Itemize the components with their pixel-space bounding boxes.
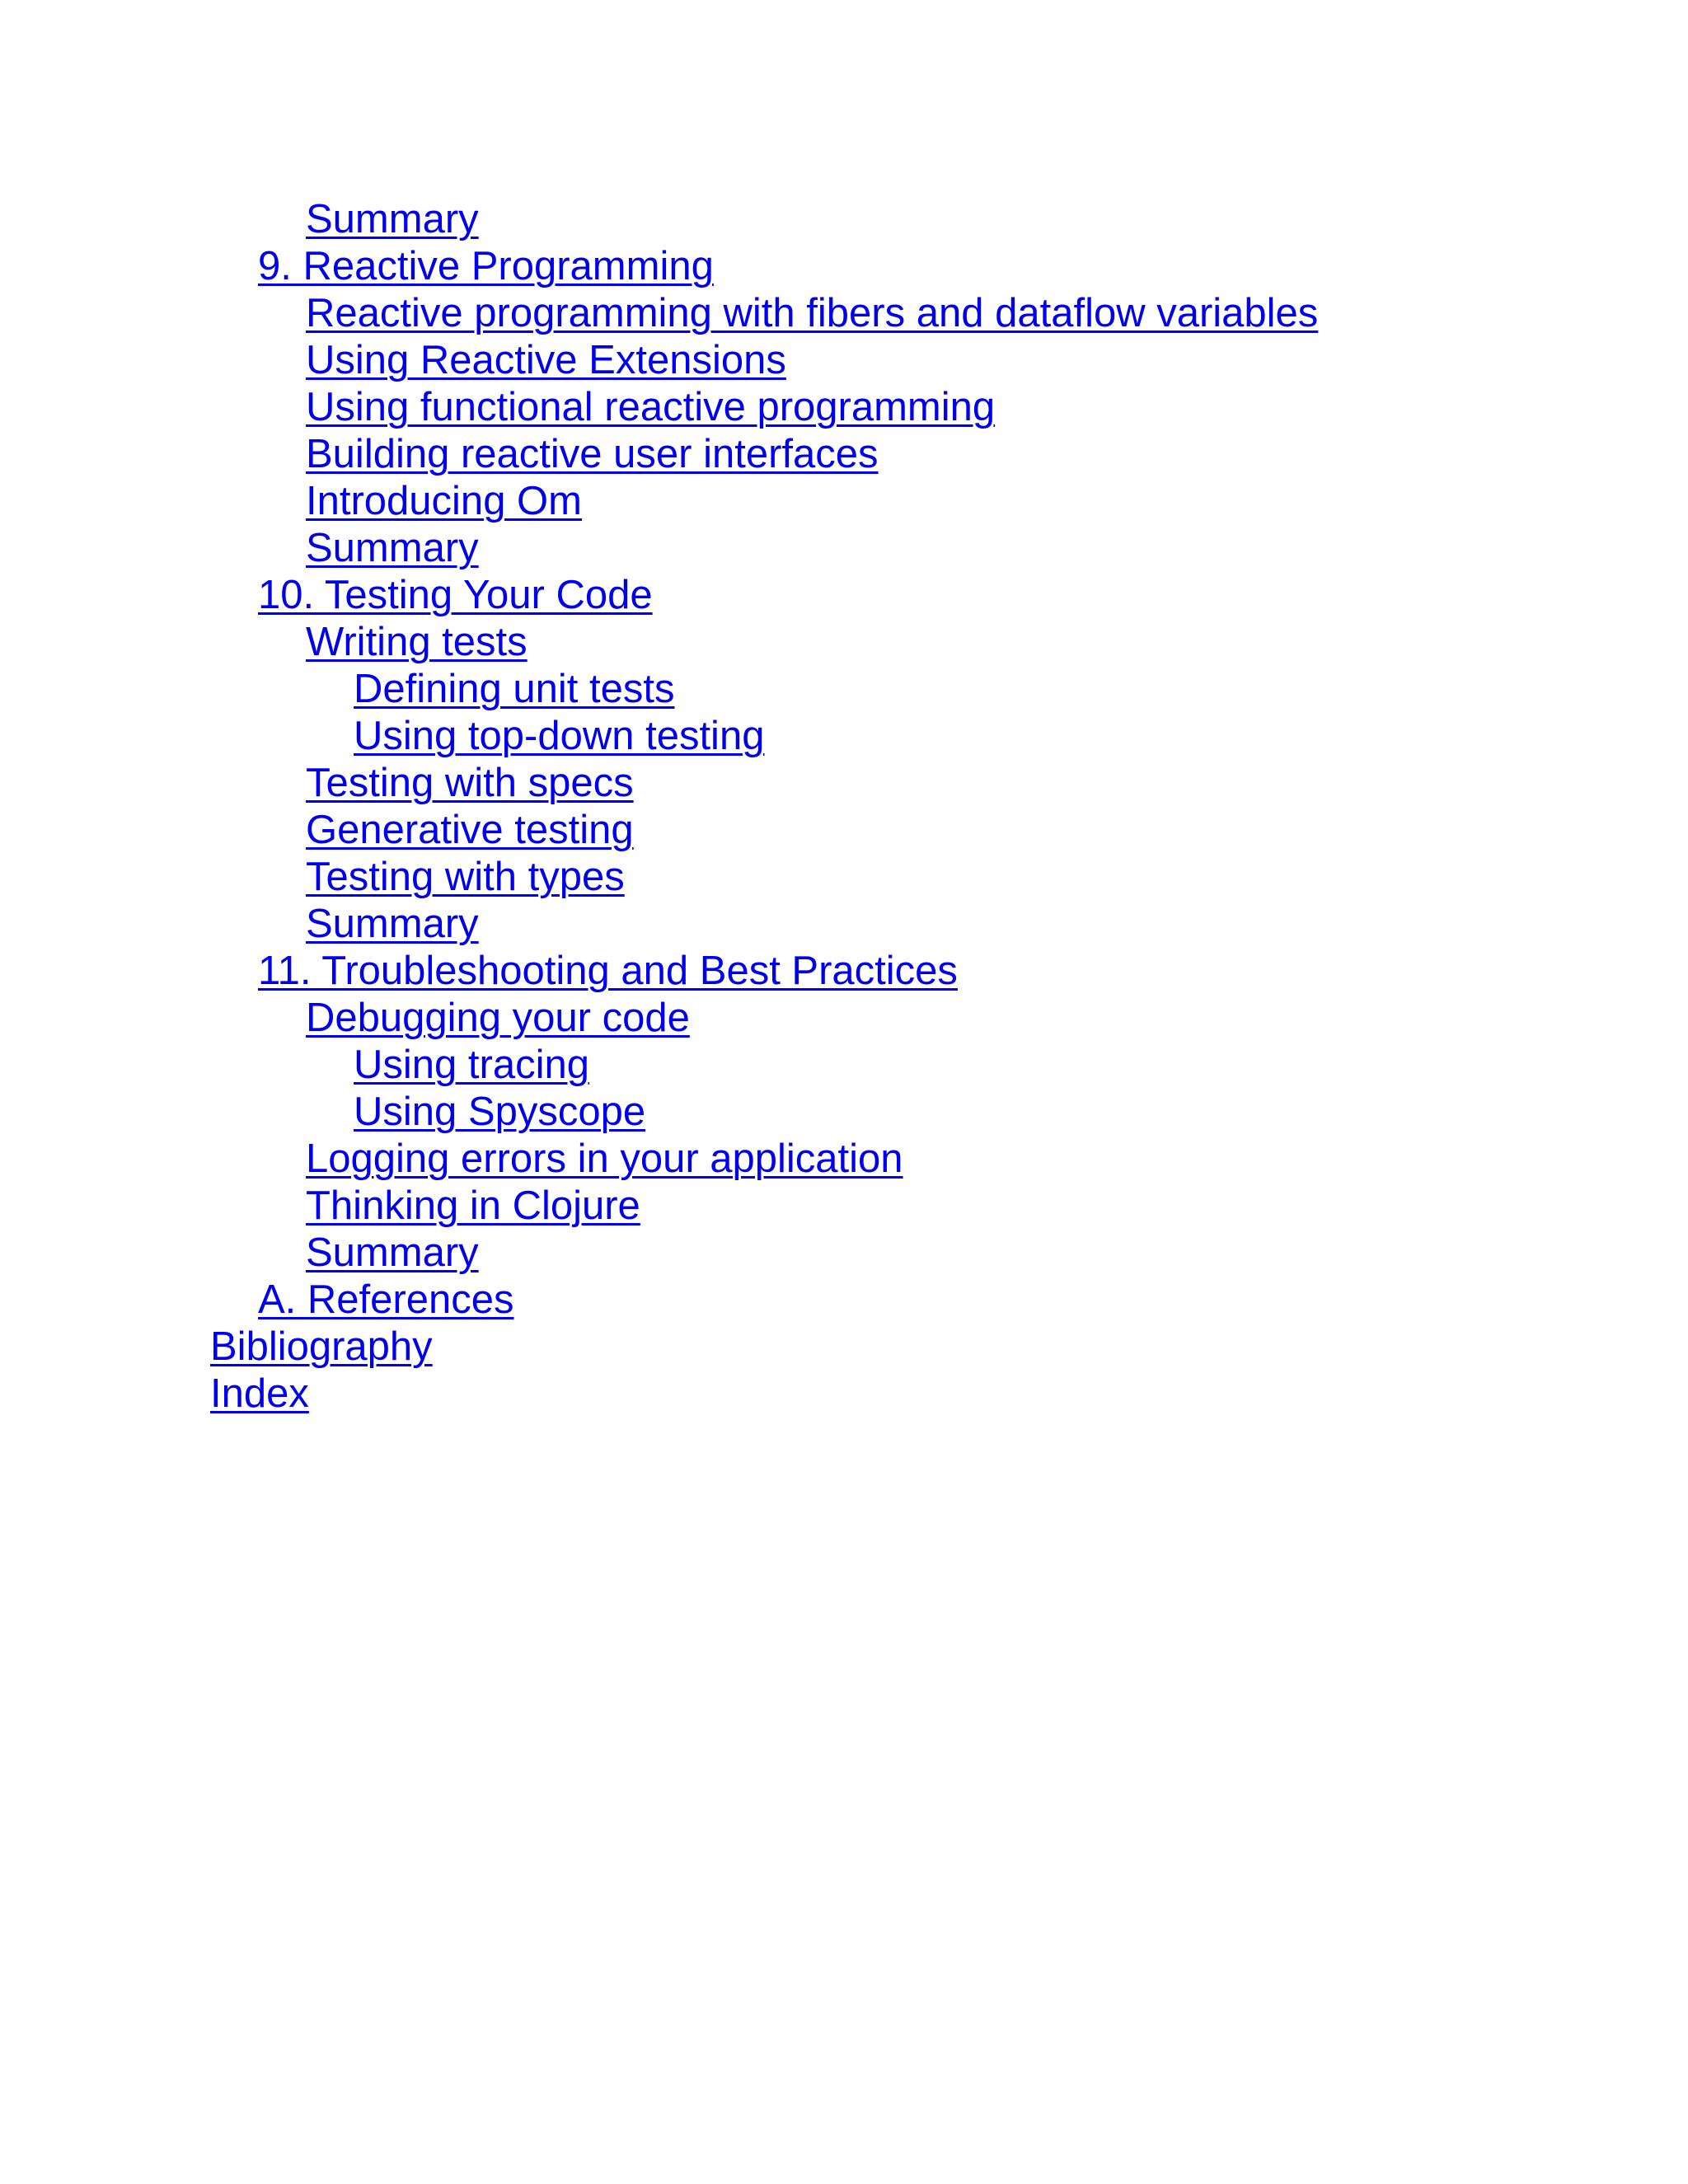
toc-link-fibers-dataflow[interactable]: Reactive programming with fibers and dataflow variables [306,291,1319,335]
toc-link-thinking-clojure[interactable]: Thinking in Clojure [306,1183,640,1228]
toc-entry [210,1042,1318,1089]
toc-link-index[interactable]: Index [210,1371,309,1416]
toc-entry [210,1183,1318,1230]
toc-link-writing-tests[interactable]: Writing tests [306,620,528,664]
toc-entry [210,854,1318,901]
toc-entry [210,1136,1318,1183]
toc-entry [210,1371,1318,1418]
toc-entry [210,525,1318,572]
toc-entry [210,995,1318,1042]
toc-link-testing-types[interactable]: Testing with types [306,855,625,899]
toc-entry [210,760,1318,807]
toc-entry [210,1089,1318,1136]
toc-link-appendix-references[interactable]: A. References [258,1277,514,1322]
toc-entry [210,619,1318,666]
toc-link-top-down-testing[interactable]: Using top-down testing [354,714,765,758]
toc-entry [210,572,1318,619]
toc-link-unit-tests[interactable]: Defining unit tests [354,667,675,711]
toc-link-bibliography[interactable]: Bibliography [210,1324,433,1369]
toc-entry [210,807,1318,854]
toc-link-functional-reactive[interactable]: Using functional reactive programming [306,385,996,429]
toc-link-testing-specs[interactable]: Testing with specs [306,761,634,805]
toc-entry [210,384,1318,431]
toc-link-chapter-9[interactable]: 9. Reactive Programming [258,244,714,288]
toc-entry [210,196,1318,243]
toc-entry [210,243,1318,290]
toc-entry [210,666,1318,713]
toc-link-reactive-ui[interactable]: Building reactive user interfaces [306,432,879,476]
toc-link-summary-ch9[interactable]: Summary [306,526,479,570]
toc-link-chapter-11[interactable]: 11. Troubleshooting and Best Practices [258,949,958,993]
toc-entry [210,1230,1318,1277]
toc-link-logging-errors[interactable]: Logging errors in your application [306,1137,903,1181]
toc-entry [210,1324,1318,1371]
toc-entry [210,431,1318,478]
toc-entry [210,948,1318,995]
toc-link-summary-ch10[interactable]: Summary [306,902,479,946]
toc-link-chapter-10[interactable]: 10. Testing Your Code [258,573,653,617]
toc-link-summary-ch11[interactable]: Summary [306,1230,479,1275]
toc-link-introducing-om[interactable]: Introducing Om [306,479,582,523]
table-of-contents [210,196,1318,1418]
toc-link-spyscope[interactable]: Using Spyscope [354,1090,646,1134]
toc-entry [210,478,1318,525]
toc-entry [210,337,1318,384]
toc-link-generative-testing[interactable]: Generative testing [306,808,634,852]
toc-entry [210,290,1318,337]
toc-link-debugging[interactable]: Debugging your code [306,996,690,1040]
toc-entry [210,713,1318,760]
toc-entry [210,1277,1318,1324]
toc-link-reactive-extensions[interactable]: Using Reactive Extensions [306,338,786,382]
toc-entry [210,901,1318,948]
toc-link-tracing[interactable]: Using tracing [354,1043,589,1087]
toc-link-summary-ch8[interactable]: Summary [306,197,479,241]
